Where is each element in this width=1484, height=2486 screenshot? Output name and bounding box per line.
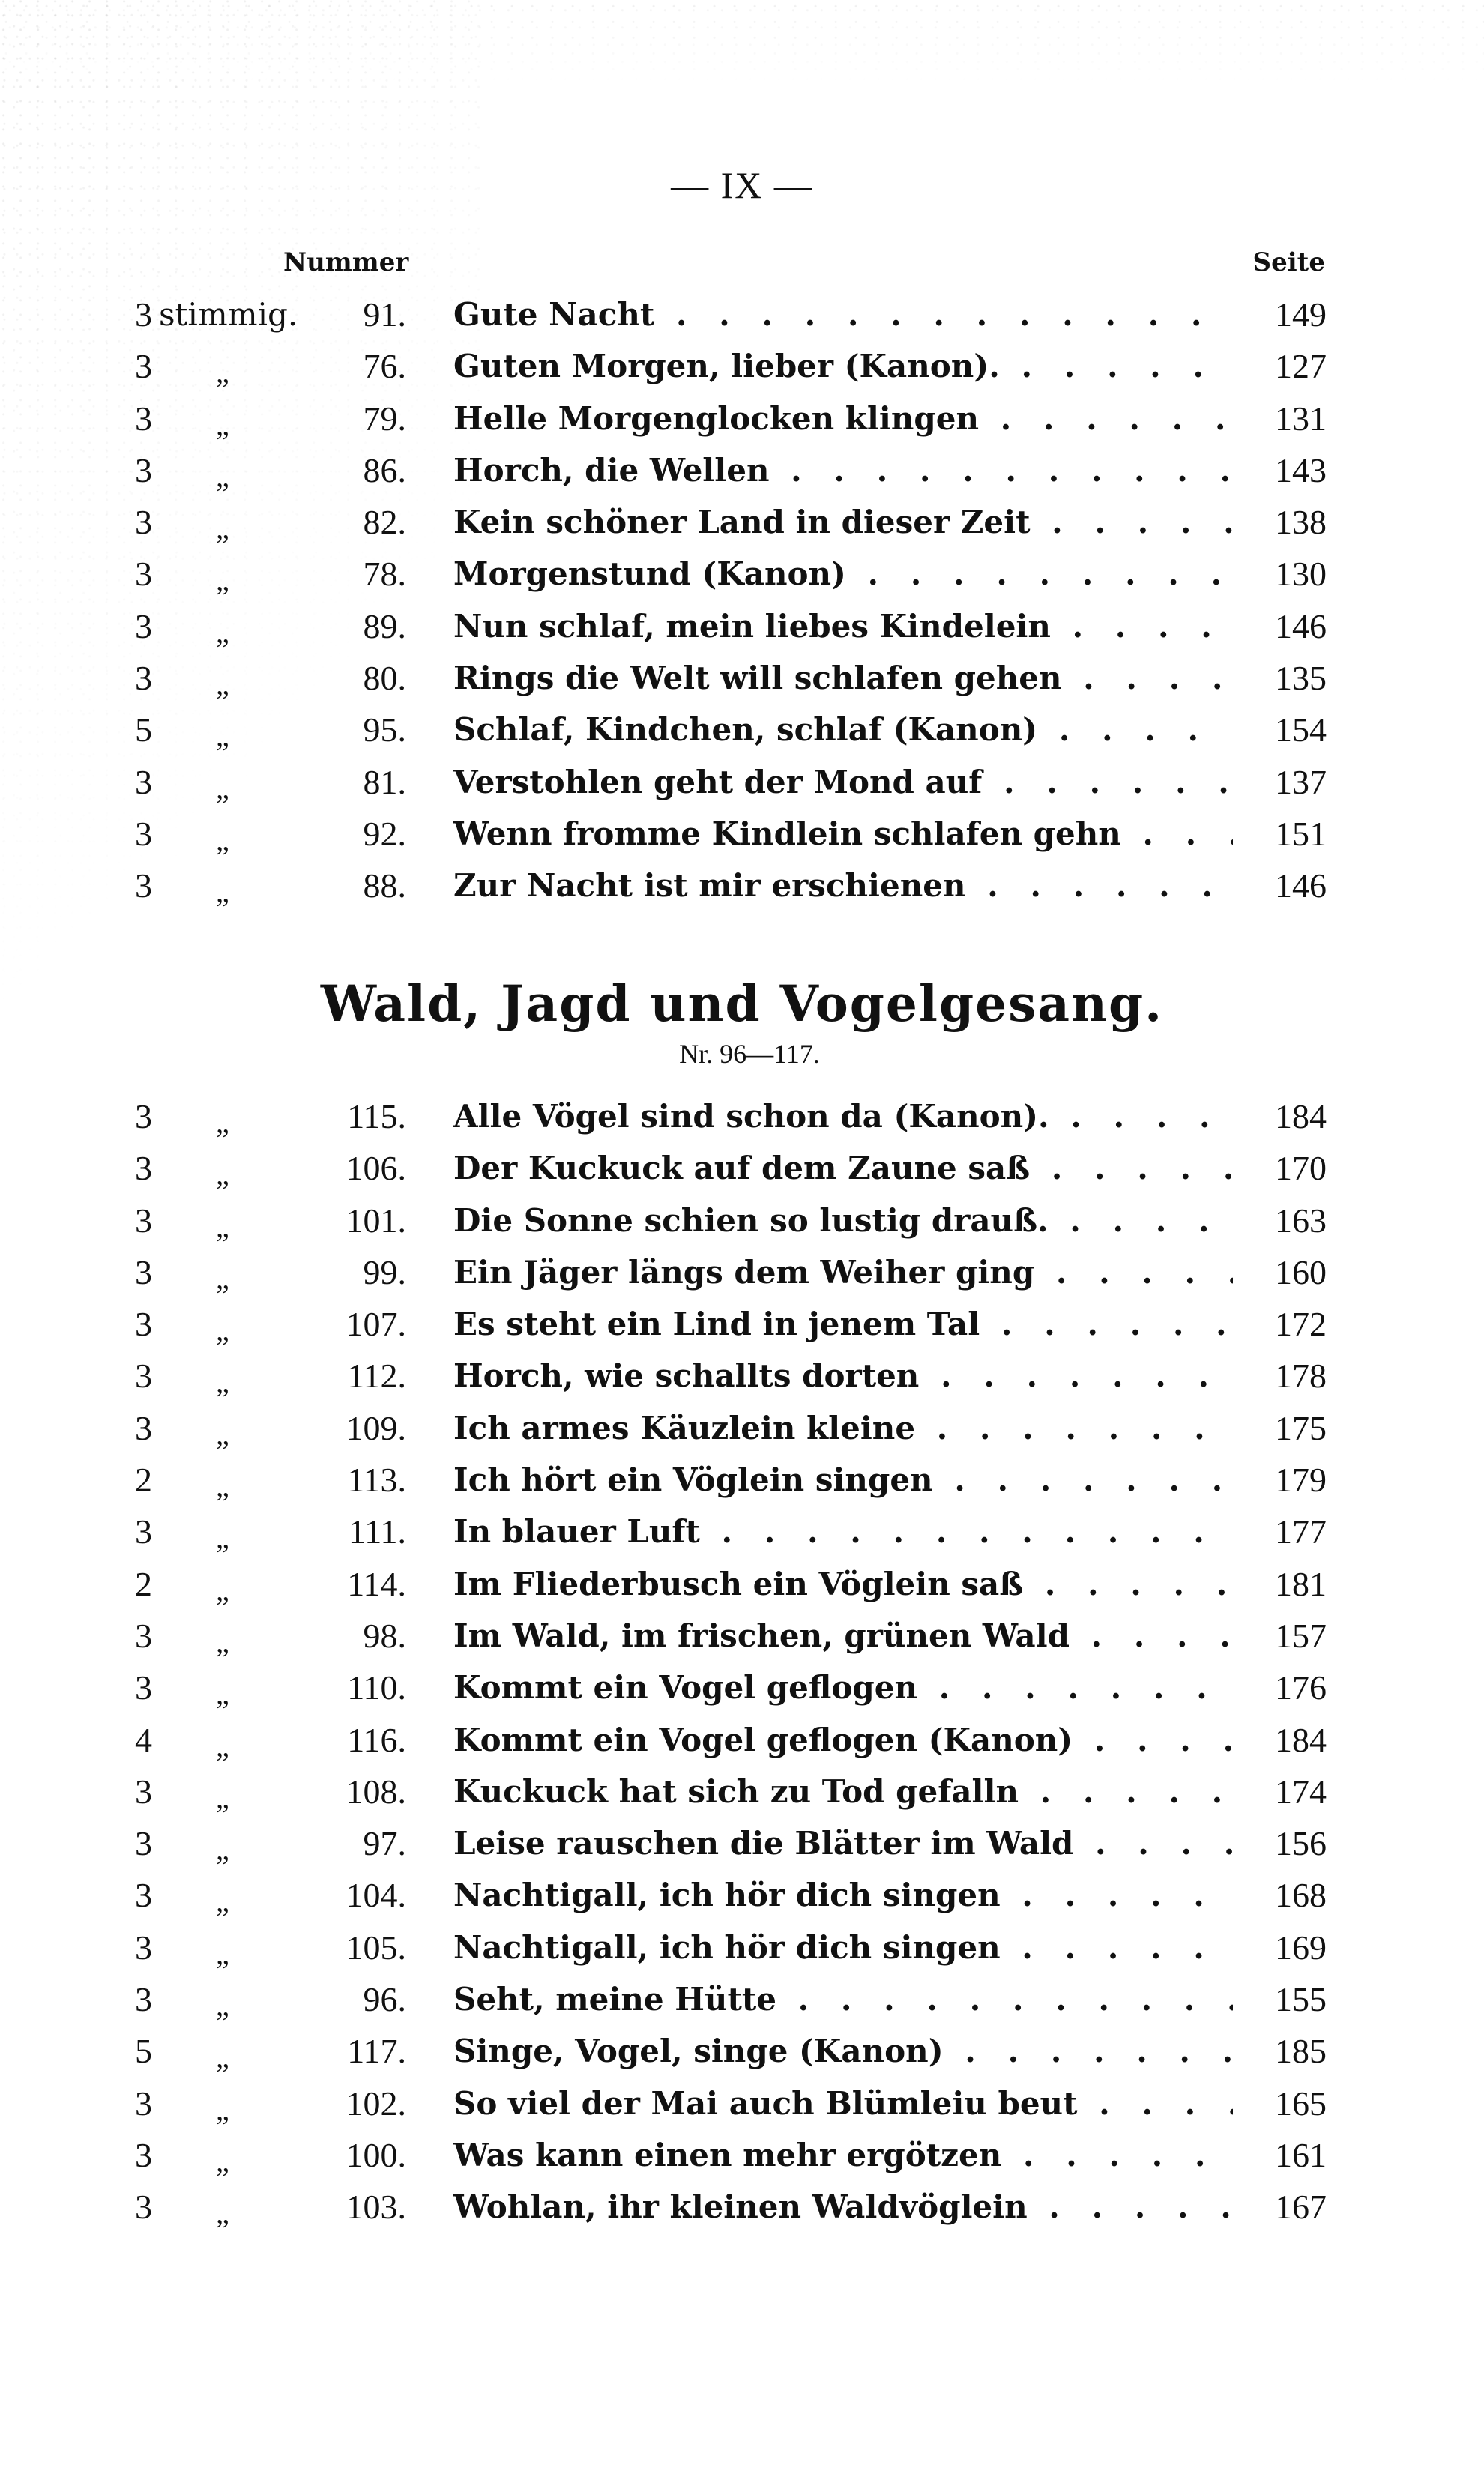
toc-entry: [0, 1350, 1484, 1402]
page-reference: 131: [1275, 399, 1327, 438]
page-reference: 178: [1275, 1357, 1327, 1396]
page-reference: 143: [1275, 450, 1327, 489]
song-title: Singe, Vogel, singe (Kanon) . . .: [453, 2025, 1233, 2077]
song-title: Leise rauschen die Blätter im Wald . . .: [453, 1817, 1233, 1869]
ditto-mark: „: [216, 1313, 229, 1348]
song-title: Zur Nacht ist mir erschienen . . .: [453, 860, 1233, 911]
voice-count: 3: [135, 2084, 152, 2123]
song-number: 110.: [347, 1668, 406, 1707]
toc-entry: [0, 1766, 1484, 1817]
voice-count: 3: [135, 606, 152, 645]
song-number: 103.: [346, 2188, 406, 2227]
voice-count: 3: [135, 450, 152, 489]
toc-entry: [0, 496, 1484, 548]
page-reference: 161: [1275, 2135, 1327, 2174]
song-number: 100.: [346, 2135, 406, 2174]
voice-count: 5: [135, 2032, 152, 2071]
song-title: Rings die Welt will schlafen gehen . . .: [453, 652, 1233, 704]
song-title: Verstohlen geht der Mond auf . . .: [453, 756, 1233, 808]
toc-entry: [0, 1454, 1484, 1506]
toc-entry: [0, 1246, 1484, 1298]
song-number: 113.: [347, 1461, 406, 1500]
toc-entry: [0, 444, 1484, 496]
ditto-mark: „: [216, 615, 229, 649]
ditto-mark: „: [216, 1521, 229, 1555]
song-number: 76.: [363, 347, 406, 386]
song-number: 105.: [346, 1928, 406, 1967]
voice-count: 3: [135, 1357, 152, 1396]
song-number: 89.: [363, 606, 406, 645]
voice-count: 3: [135, 814, 152, 853]
voice-count: 5: [135, 710, 152, 749]
song-number: 101.: [346, 1201, 406, 1240]
page-reference: 176: [1275, 1668, 1327, 1707]
ditto-mark: „: [216, 1988, 229, 2023]
song-number: 95.: [363, 710, 406, 749]
voice-count: 3: [135, 866, 152, 905]
ditto-mark: „: [216, 822, 229, 857]
toc-section-2: [0, 1090, 1484, 2233]
song-number: 106.: [346, 1149, 406, 1188]
section-range: Nr. 96—117.: [679, 1039, 820, 1069]
voice-count: 3: [135, 1512, 152, 1551]
song-title: Kommt ein Vogel geflogen . . .: [453, 1662, 1233, 1713]
song-title: Wohlan, ihr kleinen Waldvöglein . . .: [453, 2181, 1233, 2233]
column-header-page: Seite: [1252, 247, 1325, 277]
page-reference: 177: [1275, 1512, 1327, 1551]
voice-count: 3: [135, 659, 152, 698]
page-reference: 184: [1275, 1720, 1327, 1759]
toc-entry: [0, 652, 1484, 704]
ditto-mark: „: [216, 355, 229, 390]
voice-count: 3: [135, 399, 152, 438]
toc-entry: [0, 1558, 1484, 1610]
ditto-mark: „: [216, 2143, 229, 2178]
song-title: Horch, die Wellen . . .: [453, 444, 1233, 496]
ditto-mark: „: [216, 1469, 229, 1503]
song-title: Der Kuckuck auf dem Zaune saß . . .: [453, 1142, 1233, 1194]
song-title: Nachtigall, ich hör dich singen . . .: [453, 1869, 1233, 1921]
song-title: Wenn fromme Kindlein schlafen gehn . . .: [453, 808, 1233, 860]
voice-count: 3: [135, 1876, 152, 1915]
song-number: 108.: [346, 1772, 406, 1811]
voice-count: 3: [135, 762, 152, 801]
toc-entry: [0, 289, 1484, 340]
voice-count: 3: [135, 1201, 152, 1240]
ditto-mark: „: [216, 563, 229, 597]
ditto-mark: „: [216, 1209, 229, 1243]
song-title: Die Sonne schien so lustig drauß. . . .: [453, 1195, 1233, 1246]
toc-entry: [0, 548, 1484, 600]
song-title: Kein schöner Land in dieser Zeit . . .: [453, 496, 1233, 548]
song-number: 91.: [363, 295, 406, 334]
toc-entry: [0, 860, 1484, 911]
toc-entry: [0, 1869, 1484, 1921]
toc-entry: [0, 340, 1484, 392]
song-title: Es steht ein Lind in jenem Tal . . .: [453, 1298, 1233, 1350]
song-number: 112.: [347, 1357, 406, 1396]
page-reference: 155: [1275, 1980, 1327, 2019]
page-reference: 160: [1275, 1252, 1327, 1291]
toc-entry: [0, 1817, 1484, 1869]
voice-count: 3: [135, 1928, 152, 1967]
song-title: Alle Vögel sind schon da (Kanon). . . .: [453, 1090, 1233, 1142]
voice-count: 3: [135, 1980, 152, 2019]
toc-entry: [0, 2181, 1484, 2233]
page-reference: 151: [1275, 814, 1327, 853]
page-reference: 174: [1275, 1772, 1327, 1811]
toc-entry: [0, 808, 1484, 860]
page-reference: 184: [1275, 1097, 1327, 1135]
toc-entry: [0, 2078, 1484, 2129]
page-reference: 172: [1275, 1305, 1327, 1344]
toc-entry: [0, 1973, 1484, 2025]
toc-entry: [0, 1662, 1484, 1713]
song-number: 79.: [363, 399, 406, 438]
voice-count: 3: [135, 2135, 152, 2174]
ditto-mark: „: [216, 407, 229, 441]
toc-entry: [0, 756, 1484, 808]
song-number: 97.: [363, 1824, 406, 1863]
ditto-mark: „: [216, 770, 229, 805]
page-reference: 135: [1275, 659, 1327, 698]
toc-entry: [0, 1090, 1484, 1142]
song-title: Guten Morgen, lieber (Kanon). . . .: [453, 340, 1233, 392]
voice-count: 3: [135, 1772, 152, 1811]
song-number: 107.: [346, 1305, 406, 1344]
song-title: Kuckuck hat sich zu Tod gefalln . . .: [453, 1766, 1233, 1817]
page-reference: 156: [1275, 1824, 1327, 1863]
ditto-mark: „: [216, 1417, 229, 1451]
ditto-mark: „: [216, 1157, 229, 1192]
toc-entry: [0, 600, 1484, 652]
ditto-mark: „: [216, 459, 229, 493]
ditto-mark: „: [216, 2196, 229, 2230]
voice-count: 2: [135, 1564, 152, 1603]
song-title: Schlaf, Kindchen, schlaf (Kanon) . . .: [453, 704, 1233, 755]
song-title: Morgenstund (Kanon) . . .: [453, 548, 1233, 600]
toc-entry: [0, 1610, 1484, 1662]
ditto-mark: „: [216, 1365, 229, 1399]
page-reference: 169: [1275, 1928, 1327, 1967]
toc-entry: [0, 1142, 1484, 1194]
voice-count: 2: [135, 1461, 152, 1500]
voice-count: 3: [135, 555, 152, 594]
toc-entry: [0, 704, 1484, 755]
ditto-mark: „: [216, 2040, 229, 2075]
ditto-mark: „: [216, 875, 229, 909]
ditto-mark: „: [216, 1624, 229, 1659]
section-title: Wald, Jagd und Vogelgesang.: [320, 974, 1164, 1033]
toc-entry: [0, 1298, 1484, 1350]
voice-count: 3: [135, 503, 152, 542]
ditto-mark: „: [216, 1884, 229, 1919]
song-title: Ich hört ein Vöglein singen . . .: [453, 1454, 1233, 1506]
page-reference: 175: [1275, 1408, 1327, 1447]
song-title: Ich armes Käuzlein kleine . . .: [453, 1402, 1233, 1454]
page-reference: 157: [1275, 1616, 1327, 1655]
voice-count: 3: [135, 1097, 152, 1135]
ditto-mark: „: [216, 1677, 229, 1711]
song-number: 115.: [347, 1097, 406, 1135]
ditto-mark: „: [216, 2092, 229, 2126]
song-title: Kommt ein Vogel geflogen (Kanon) . . .: [453, 1714, 1233, 1766]
page-reference: 163: [1275, 1201, 1327, 1240]
page-reference: 138: [1275, 503, 1327, 542]
song-title: Im Fliederbusch ein Vöglein saß . . .: [453, 1558, 1233, 1610]
song-title: Nachtigall, ich hör dich singen . . .: [453, 1922, 1233, 1973]
song-number: 86.: [363, 450, 406, 489]
voice-count: 3: [135, 1668, 152, 1707]
voice-count: 3: [135, 1305, 152, 1344]
song-number: 82.: [363, 503, 406, 542]
page-reference: 179: [1275, 1461, 1327, 1500]
page-reference: 181: [1275, 1564, 1327, 1603]
song-number: 81.: [363, 762, 406, 801]
ditto-mark: „: [216, 1780, 229, 1814]
song-number: 80.: [363, 659, 406, 698]
ditto-mark: „: [216, 1572, 229, 1607]
voice-count: 3: [135, 347, 152, 386]
song-number: 111.: [348, 1512, 406, 1551]
song-number: 98.: [363, 1616, 406, 1655]
voice-count: 3: [135, 1824, 152, 1863]
song-title: Was kann einen mehr ergötzen . . .: [453, 2129, 1233, 2181]
song-title: Helle Morgenglocken klingen . . .: [453, 393, 1233, 444]
toc-entry: [0, 1922, 1484, 1973]
toc-section-1: [0, 289, 1484, 912]
song-number: 92.: [363, 814, 406, 853]
page-reference: 146: [1275, 866, 1327, 905]
song-number: 116.: [347, 1720, 406, 1759]
voice-count: 4: [135, 1720, 152, 1759]
page-reference: 168: [1275, 1876, 1327, 1915]
song-number: 88.: [363, 866, 406, 905]
voice-count: 3: [135, 2188, 152, 2227]
voice-count: 3: [135, 1616, 152, 1655]
page-reference: 185: [1275, 2032, 1327, 2071]
song-number: 114.: [347, 1564, 406, 1603]
page-number: — IX —: [671, 164, 813, 206]
song-number: 96.: [363, 1980, 406, 2019]
song-title: Horch, wie schallts dorten . . .: [453, 1350, 1233, 1402]
page-reference: 137: [1275, 762, 1327, 801]
page-reference: 149: [1275, 295, 1327, 334]
toc-entry: [0, 1195, 1484, 1246]
toc-entry: [0, 1402, 1484, 1454]
page-reference: 146: [1275, 606, 1327, 645]
page-reference: 154: [1275, 710, 1327, 749]
song-number: 117.: [347, 2032, 406, 2071]
ditto-mark: „: [216, 1936, 229, 1970]
toc-entry: [0, 1714, 1484, 1766]
song-title: Nun schlaf, mein liebes Kindelein . . .: [453, 600, 1233, 652]
song-title: So viel der Mai auch Blümleiu beut . . .: [453, 2078, 1233, 2129]
song-title: Gute Nacht . . .: [453, 289, 1233, 340]
song-number: 99.: [363, 1252, 406, 1291]
page-reference: 127: [1275, 347, 1327, 386]
ditto-mark: „: [216, 1105, 229, 1139]
voice-count: 3: [135, 1408, 152, 1447]
ditto-mark: „: [216, 1832, 229, 1867]
page-reference: 167: [1275, 2188, 1327, 2227]
song-title: Seht, meine Hütte . . .: [453, 1973, 1233, 2025]
toc-entry: [0, 393, 1484, 444]
toc-entry: [0, 2129, 1484, 2181]
song-number: 104.: [346, 1876, 406, 1915]
voice-count: 3: [135, 1252, 152, 1291]
page-reference: 170: [1275, 1149, 1327, 1188]
column-header-number: Nummer: [283, 247, 409, 277]
page-reference: 165: [1275, 2084, 1327, 2123]
toc-entry: [0, 1506, 1484, 1557]
song-title: Im Wald, im frischen, grünen Wald . . .: [453, 1610, 1233, 1662]
ditto-mark: „: [216, 667, 229, 702]
song-number: 78.: [363, 555, 406, 594]
page-reference: 130: [1275, 555, 1327, 594]
toc-entry: [0, 2025, 1484, 2077]
paper-speckle-top: [0, 0, 1484, 90]
ditto-mark: „: [216, 719, 229, 753]
ditto-mark: „: [216, 1728, 229, 1763]
voice-count: 3: [135, 1149, 152, 1188]
song-title: In blauer Luft . . .: [453, 1506, 1233, 1557]
ditto-mark: „: [216, 1261, 229, 1295]
ditto-mark: „: [216, 511, 229, 546]
voice-count: 3: [135, 295, 152, 334]
voice-label: stimmig.: [159, 296, 298, 333]
song-number: 102.: [346, 2084, 406, 2123]
song-title: Ein Jäger längs dem Weiher ging . . .: [453, 1246, 1233, 1298]
song-number: 109.: [346, 1408, 406, 1447]
